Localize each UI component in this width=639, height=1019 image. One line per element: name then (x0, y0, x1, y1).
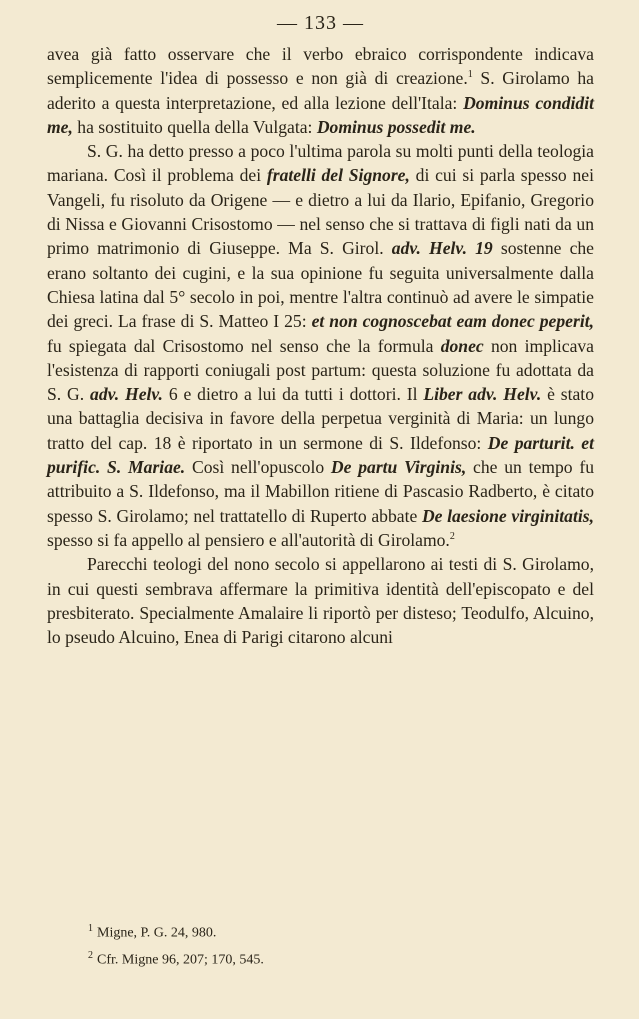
text-run: è stato una battaglia decisiva in favore della perpetua verginità di Maria: un lungo tratto del cap. 18 è riportato in un sermone di S. Ildefonso: (47, 384, 594, 453)
footnote-reference: 2 (449, 531, 455, 543)
footnote-1 (88, 918, 264, 945)
paragraph-3 (47, 552, 594, 649)
text-run: S. G. ha detto presso a poco l'ultima parola su molti punti della teologia mariana. Così il problema dei (47, 141, 594, 186)
italic-text: De partu Virginis, (330, 457, 467, 478)
paragraph-2 (47, 139, 594, 552)
text-run: che un tempo fu attribuito a S. Ildefonso, ma il Mabillon ritiene di Pascasio Radberto, è citato spesso S. Girolamo; nel trattatello di Ruperto abbate (47, 457, 595, 526)
footnote-text: Migne, P. G. 24, 980. (97, 925, 217, 941)
text-run: Così nell'opuscolo (185, 457, 331, 478)
italic-text: Liber adv. Helv. (423, 384, 542, 405)
text-run: avea già fatto osservare che il verbo ebraico corrispondente indicava semplicemente l'idea di possesso e non già di creazione. (47, 44, 594, 89)
italic-text: Dominus possedit me. (316, 116, 476, 137)
text-run: ha sostituito quella della Vulgata: (72, 116, 317, 137)
italic-text: adv. Helv. 19 (391, 238, 493, 259)
footnote-reference: 1 (467, 69, 473, 81)
italic-text: donec (440, 335, 484, 356)
text-run: sostenne che erano soltanto dei cugini, e la sua opinione fu seguita universalmente dalla Chiesa latina dal 5° secolo in poi, mentre l'altra continuò ad avere le simpatie dei greci. La frase di S. Matteo I 25: (47, 238, 594, 332)
italic-text: De parturit. et purific. S. Mariae. (47, 432, 594, 478)
italic-text: De laesione virginitatis, (421, 505, 595, 526)
text-run: 6 e dietro a lui da tutti i dottori. Il (162, 384, 424, 405)
text-run: fu spiegata dal Crisostomo nel senso che la formula (47, 335, 441, 356)
text-run: S. Girolamo ha aderito a questa interpretazione, ed alla lezione dell'Itala: (47, 68, 594, 113)
footnote-mark: 2 (88, 949, 93, 961)
text-run: non implicava l'esistenza di rapporti coniugali post partum: questa soluzione fu adottata da S. G. (47, 335, 594, 405)
body-text (47, 42, 594, 649)
text-run: spesso si fa appello al pensiero e all'autorità di Girolamo. (47, 529, 450, 550)
footnote-mark: 1 (88, 923, 93, 934)
italic-text: Dominus condidit me, (47, 92, 594, 137)
page-number: — 133 — (277, 12, 364, 34)
text-run: di cui si parla spesso nei Vangeli, fu risoluto da Origene — e dietro a lui da Ilario, Epifanio, Gregorio di Nissa e Giovanni Crisostomo — nel senso che si trattava di figli nati da un primo matrimonio di Giuseppe. Ma S. Girol. (47, 165, 594, 259)
footnote-text: Cfr. Migne 96, 207; 170, 545. (97, 952, 264, 968)
text-run: Parecchi teologi del nono secolo si appellarono ai testi di S. Girolamo, in cui questi sembrava affermare la primitiva identità dell'episcopato e del presbiterato. Specialmente Amalaire li riportò per disteso; Teodulfo, Alcuino, lo pseudo Alcuino, Enea di Parigi citarono alcuni (47, 554, 594, 648)
italic-text: fratelli del Signore, (266, 165, 410, 186)
footnotes (88, 918, 264, 971)
paragraph-1 (47, 42, 594, 139)
italic-text: adv. Helv. (90, 384, 163, 405)
italic-text: et non cognoscebat eam donec peperit, (311, 311, 594, 332)
footnote-2 (88, 945, 264, 972)
